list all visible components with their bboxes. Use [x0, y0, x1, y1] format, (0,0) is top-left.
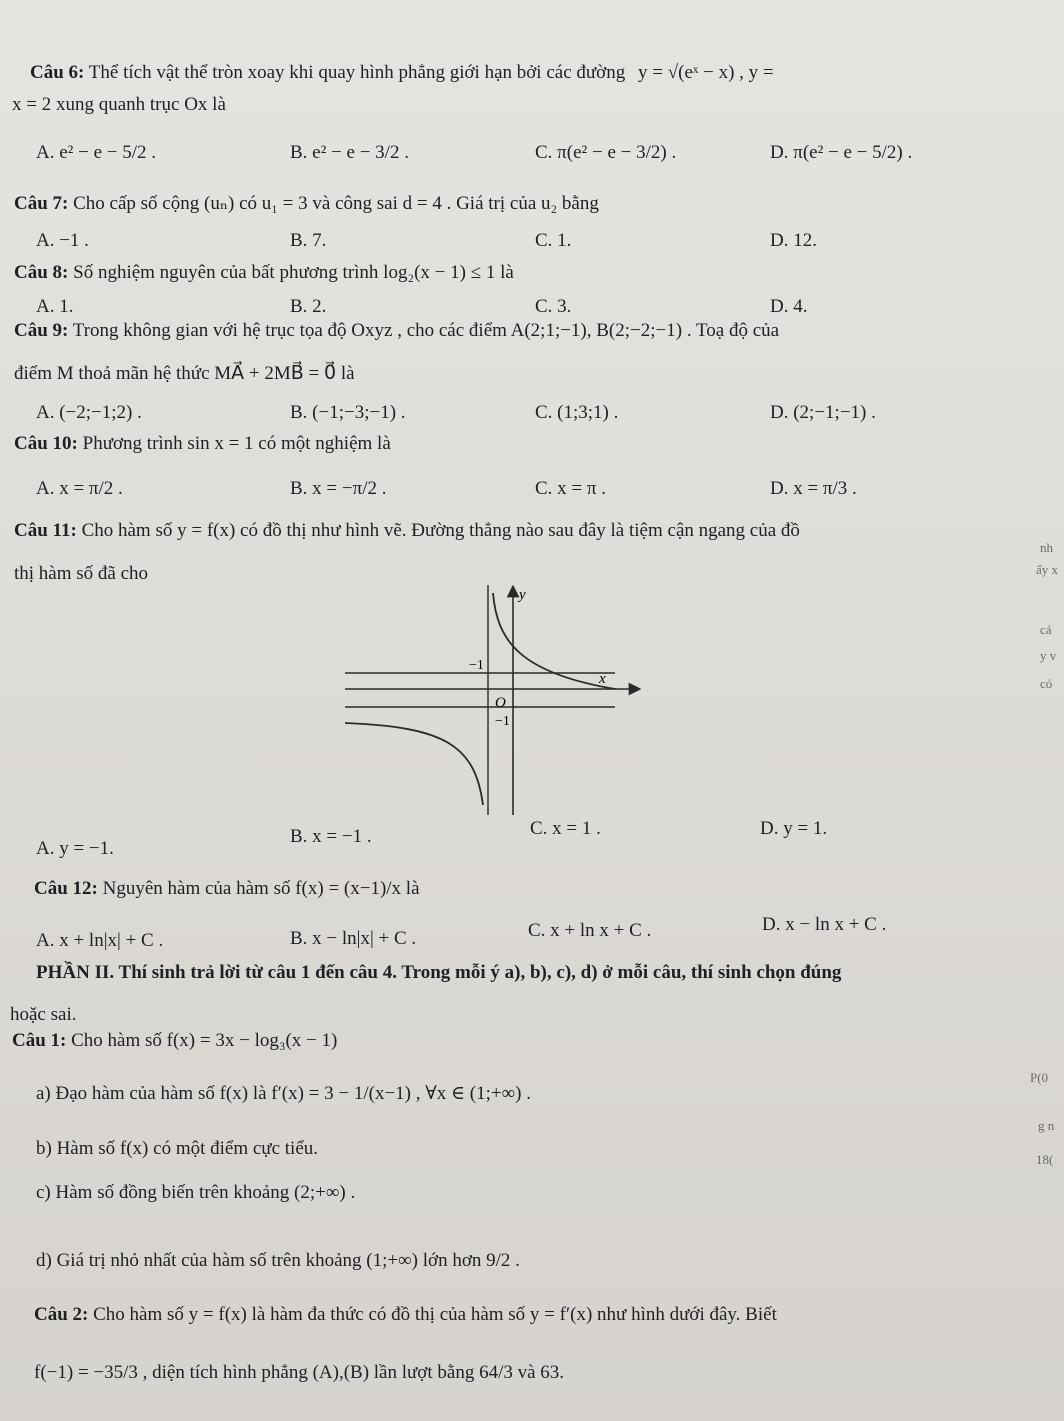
q9-label: Câu 9: [14, 320, 69, 341]
c2-label: Câu 2: [34, 1304, 89, 1325]
q10-label: Câu 10: [14, 433, 78, 454]
q6-line2: x = 2 xung quanh trục Ox là [12, 94, 226, 115]
q7-label: Câu 7: [14, 193, 69, 214]
c2-text: Cho hàm số y = f(x) là hàm đa thức có đồ thị của hàm số y = f′(x) như hình dưới đây. Biết [93, 1304, 777, 1325]
c2-line2: f(−1) = −35/3 , diện tích hình phẳng (A),(B) lần lượt bằng 64/3 và 63. [34, 1362, 565, 1383]
q12-option-c: C. x + ln x + C . [528, 920, 652, 941]
edge-fragment-6: P(0 [1030, 1070, 1049, 1085]
q10-text: Phương trình sin x = 1 có một nghiệm là [82, 433, 391, 454]
q7-line1 [14, 192, 599, 215]
edge-fragment-8: 18( [1036, 1152, 1054, 1167]
q11-graph [345, 585, 645, 817]
edge-fragment-3: cá [1040, 622, 1052, 637]
q12-option-b: B. x − ln|x| + C . [290, 928, 417, 949]
q7-option-c: C. 1. [535, 230, 572, 251]
q8-option-b: B. 2. [290, 296, 327, 317]
q12-text: Nguyên hàm của hàm số f(x) = (x−1)/x là [102, 878, 420, 899]
tick-x-label: −1 [469, 658, 484, 673]
q7-text: Cho cấp số cộng (uₙ) có u₁ = 3 và công sai d = 4 . Giá trị của u₂ bằng [73, 193, 599, 214]
q8-line1 [14, 262, 514, 284]
c1-item-c: c) Hàm số đồng biến trên khoảng (2;+∞) . [36, 1182, 356, 1203]
c2-line1 [34, 1304, 777, 1326]
q7-option-d: D. 12. [770, 230, 817, 251]
q6-text: Thể tích vật thể tròn xoay khi quay hình phẳng giới hạn bởi các đường [88, 62, 626, 83]
q12-option-d: D. x − ln x + C . [762, 914, 887, 935]
edge-fragment-2: ấy x [1036, 562, 1059, 577]
q6-option-c: C. π(e² − e − 3/2) . [535, 142, 677, 163]
q6-option-a: A. e² − e − 5/2 . [36, 142, 156, 163]
edge-fragment-5: có [1040, 676, 1053, 691]
part2-heading: PHẦN II. Thí sinh trả lời từ câu 1 đến câu 4. Trong mỗi ý a), b), c), d) ở mỗi câu, thí sinh chọn đúng [36, 962, 842, 983]
q8-option-a: A. 1. [36, 296, 74, 317]
q6-curve: y = √(eˣ − x) , y = [637, 62, 774, 83]
q6-option-b: B. e² − e − 3/2 . [290, 142, 409, 163]
q9-option-b: B. (−1;−3;−1) . [290, 402, 406, 423]
q11-line2: thị hàm số đã cho [14, 563, 149, 584]
q10-line1 [14, 433, 391, 455]
q9-line1 [14, 320, 779, 342]
c1-line1 [12, 1030, 337, 1052]
q9-option-d: D. (2;−1;−1) . [770, 402, 876, 423]
tick-y-label: −1 [495, 714, 510, 729]
q8-option-c: C. 3. [535, 296, 572, 317]
curve-left-branch [345, 723, 483, 805]
q7-option-a: A. −1 . [36, 230, 89, 251]
q9-option-a: A. (−2;−1;2) . [36, 402, 142, 423]
q10-option-a: A. x = π/2 . [36, 478, 123, 499]
edge-fragment-7: g n [1038, 1118, 1055, 1133]
q8-label: Câu 8: [14, 262, 69, 283]
part2-line2: hoặc sai. [10, 1004, 77, 1025]
c1-item-a: a) Đạo hàm của hàm số f(x) là f′(x) = 3 − 1/(x−1) , ∀x ∈ (1;+∞) . [36, 1083, 531, 1104]
q6-option-d: D. π(e² − e − 5/2) . [770, 142, 913, 163]
q10-option-b: B. x = −π/2 . [290, 478, 387, 499]
q7-option-b: B. 7. [290, 230, 327, 251]
q12-line1 [34, 878, 420, 900]
c1-item-b: b) Hàm số f(x) có một điểm cực tiểu. [36, 1138, 319, 1159]
q11-option-b: B. x = −1 . [290, 826, 372, 847]
q9-line2: điểm M thoả mãn hệ thức MA⃗ + 2MB⃗ = 0⃗ là [14, 363, 355, 384]
edge-fragment-4: y v [1040, 648, 1057, 663]
q11-option-d: D. y = 1. [760, 818, 828, 839]
origin-label: O [495, 695, 506, 711]
q12-label: Câu 12: [34, 878, 98, 899]
q12-option-a: A. x + ln|x| + C . [36, 930, 164, 951]
curve-right-branch [493, 593, 615, 689]
x-axis-label: x [599, 671, 606, 687]
q9-option-c: C. (1;3;1) . [535, 402, 619, 423]
q11-text: Cho hàm số y = f(x) có đồ thị như hình vẽ. Đường thẳng nào sau đây là tiệm cận ngang của đồ [81, 520, 800, 541]
q8-option-d: D. 4. [770, 296, 808, 317]
c1-text: Cho hàm số f(x) = 3x − log₃(x − 1) [71, 1030, 338, 1051]
c1-label: Câu 1: [12, 1030, 67, 1051]
q6-line1 [30, 62, 774, 84]
edge-fragment-1: nh [1040, 540, 1053, 555]
q6-label: Câu 6: [30, 62, 85, 83]
q8-text: Số nghiệm nguyên của bất phương trình log₂(x − 1) ≤ 1 là [73, 262, 514, 283]
c1-item-d: d) Giá trị nhỏ nhất của hàm số trên khoảng (1;+∞) lớn hơn 9/2 . [36, 1250, 520, 1271]
q11-option-c: C. x = 1 . [530, 818, 601, 839]
q11-option-a: A. y = −1. [36, 838, 114, 859]
q10-option-c: C. x = π . [535, 478, 606, 499]
q9-text: Trong không gian với hệ trục tọa độ Oxyz , cho các điểm A(2;1;−1), B(2;−2;−1) . Toạ độ của [72, 320, 780, 341]
q11-label: Câu 11: [14, 520, 77, 541]
q10-option-d: D. x = π/3 . [770, 478, 857, 499]
q11-line1 [14, 520, 800, 542]
y-axis-label: y [519, 587, 526, 603]
